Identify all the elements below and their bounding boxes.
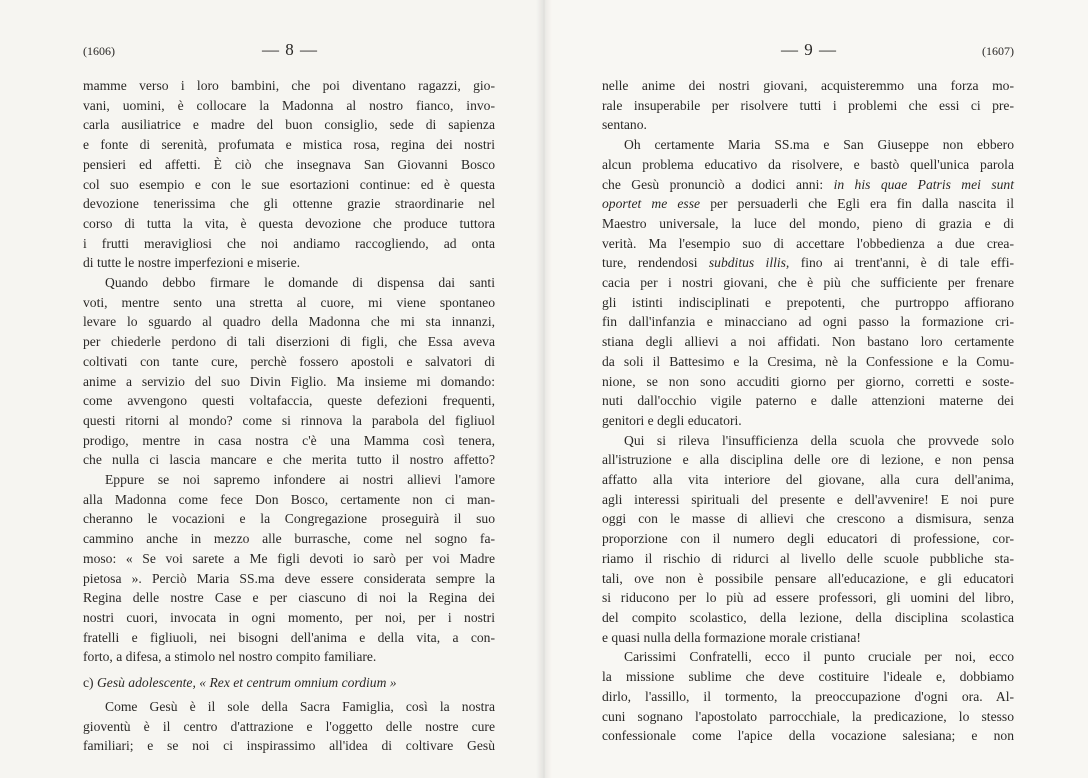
text-line: Oh certamente Maria SS.ma e San Giuseppe non ebbero (624, 137, 1014, 153)
section-heading-label: c) (83, 675, 94, 691)
text-line: stiana degli allievi a noi affidati. Non bastano loro certamente (602, 334, 1014, 350)
text-line: e fonte di serenità, profumata e mistica rosa, regina dei nostri (83, 137, 495, 153)
book-gutter (536, 0, 552, 778)
section-heading (83, 673, 495, 693)
text-line: riamo il rischio di ridurci al livello delle scuole pubbliche sta- (602, 550, 1014, 566)
text-line: devozione tenerissima che gli ottenne grazie straordinarie nel (83, 196, 495, 212)
text-line: col suo esempio e con le sue esortazioni continue: ed è questa (83, 176, 495, 192)
text-line: oggi con le masse di allievi che crescono a dismisura, senza (602, 511, 1014, 527)
text-line: Qui si rileva l'insufficienza della scuola che provvede solo (624, 432, 1014, 448)
text-line: gli istinti indisciplinati e prepotenti, che purtroppo affiorano (602, 294, 1014, 310)
right-page-body (602, 76, 1014, 746)
text-run: che Gesù pronunciò a dodici anni: (602, 176, 824, 192)
right-page-number: — 9 — (781, 40, 837, 59)
left-page-body (83, 76, 495, 756)
text-line: tali, ove non è possibile pensare all'educazione, e gli educatori (602, 570, 1014, 586)
text-line: vani, uomini, è collocare la Madonna al nostro fianco, invo- (83, 97, 495, 113)
text-run: per persuaderli che Egli era fin dalla nascita il (710, 196, 1014, 212)
text-line: pensieri ed affetti. È ciò che insegnava San Giovanni Bosco (83, 156, 495, 172)
text-line: si riducono per lo più ad essere professori, gli uomini del libro, (602, 590, 1014, 606)
text-run: fino ai trent'anni, è di tale effi- (800, 255, 1014, 271)
text-line: prodigo, mentre in casa nostra c'è una Mamma così tenera, (83, 432, 495, 448)
text-line: nuti dall'occhio vigile paterno e dalle attenzioni materne dei (602, 393, 1014, 409)
text-line: voti, mentre sento una stretta al cuore, mi viene spontaneo (83, 294, 495, 310)
text-line: fratelli e figliuoli, nei bisogni dell'anima e della vita, a con- (83, 629, 495, 645)
text-line: gioventù è il centro d'attrazione e l'oggetto delle nostre cure (83, 718, 495, 734)
left-page-header: (1606) (83, 44, 115, 58)
text-line (602, 175, 1014, 195)
text-line: Regina delle nostre Case e per ciascuno di noi la Regina dei (83, 590, 495, 606)
text-line: i frutti meravigliosi che noi andiamo raccogliendo, ad onta (83, 235, 495, 251)
section-heading-title: Gesù adolescente, (96, 675, 196, 691)
text-line: genitori e degli educatori. (602, 412, 742, 428)
text-line: cacia per i nostri giovani, che è più che sufficiente per frenare (602, 275, 1014, 291)
text-line: rale insuperabile per risolvere tutti i problemi che essi ci pre- (602, 97, 1014, 113)
right-page (544, 0, 1088, 778)
text-line: nostri cuori, invocata in ogni momento, per noi, per i nostri (83, 609, 495, 625)
text-line (602, 194, 1014, 214)
text-line: mamme verso i loro bambini, che poi diventano ragazzi, gio- (83, 78, 495, 93)
text-line: pietosa ». Perciò Maria SS.ma deve essere considerata sempre la (83, 570, 495, 586)
text-line: verità. Ma l'esempio suo di accettare l'obbedienza a due crea- (602, 235, 1014, 251)
text-line: forto, a difesa, a stimolo nel nostro compito familiare. (83, 649, 377, 665)
text-line: anime a servizio del suo Divin Figlio. Ma insieme mi domando: (83, 373, 495, 389)
text-line: all'istruzione e alla disciplina delle ore di lezione, e non pensa (602, 452, 1014, 468)
text-line: da soli il Battesimo e la Cresima, nè la Confessione e la Comu- (602, 353, 1014, 369)
text-line: dirlo, l'assillo, il tormento, la preoccupazione d'ogni ora. Al- (602, 688, 1014, 704)
text-line: Eppure se noi sapremo infondere ai nostri allievi l'amore (105, 472, 495, 488)
text-line: nione, se non sono accuditi giorno per giorno, corretti e soste- (602, 373, 1014, 389)
left-page-number: — 8 — (262, 40, 318, 59)
text-line: questi ritorni al mondo? come si rinnova la parabola del figliuol (83, 412, 495, 428)
text-line: Maestro universale, la luce del mondo, pieno di grazia e di (602, 215, 1014, 231)
text-line: cammino anche in mezzo alle burrasche, come nel sogno fa- (83, 531, 495, 547)
italic-phrase: oportet me esse (602, 196, 701, 212)
text-line: sentano. (602, 117, 647, 133)
italic-phrase: subditus illis, (708, 255, 790, 271)
text-line: la missione sublime che deve costituire l'ideale e, dobbiamo (602, 669, 1014, 685)
text-line: Quando debbo firmare le domande di dispensa dai santi (105, 275, 495, 291)
text-line: nelle anime dei nostri giovani, acquisteremmo una forza mo- (602, 78, 1014, 93)
text-line: che nulla ci lascia mancare e che merita tutto il nostro affetto? (83, 452, 495, 468)
text-line: corso di tutta la vita, è questa devozione che produce tuttora (83, 215, 495, 231)
right-page-header: (1607) (982, 44, 1014, 58)
text-line: Carissimi Confratelli, ecco il punto cruciale per noi, ecco (624, 649, 1014, 665)
text-line: agli interessi spirituali del presente e dell'avvenire! E noi pure (602, 491, 1014, 507)
text-line: di tutte le nostre imperfezioni e miserie. (83, 255, 301, 271)
text-line: alcun problema educativo da risolvere, e bastò quell'unica parola (602, 156, 1014, 172)
text-line: fin dall'infanzia e minacciano ad ogni passo la formazione cri- (602, 314, 1014, 330)
text-line: come avvengono questi voltafaccia, queste defezioni frequenti, (83, 393, 495, 409)
text-line: alla Madonna come fece Don Bosco, certamente non ci man- (83, 491, 495, 507)
text-line: affatto alla vita interiore del giovane, alla cura dell'anima, (602, 472, 1014, 488)
text-line (602, 253, 1014, 273)
text-line: Come Gesù è il sole della Sacra Famiglia, così la nostra (105, 698, 495, 714)
italic-quote: in his quae Patris mei sunt (833, 176, 1014, 192)
section-heading-quote: « Rex et centrum omnium cordium » (199, 675, 397, 691)
text-run: ture, rendendosi (602, 255, 698, 271)
text-line: del compito scolastico, della lezione, della disciplina scolastica (602, 609, 1014, 625)
text-line: per chiederle perdono di tali diserzioni di figli, che Essa aveva (83, 334, 495, 350)
text-line: cheranno le vocazioni e la Congregazione proseguirà il suo (83, 511, 495, 527)
text-line: cuni sognano l'apostolato parrocchiale, la predicazione, lo stesso (602, 708, 1014, 724)
text-line: proporzione con il numero degli educatori di professione, cor- (602, 531, 1014, 547)
text-line: carla ausiliatrice e madre del buon consiglio, sede di sapienza (83, 117, 495, 133)
text-line: familiari; e se noi ci inspirassimo all'idea di coltivare Gesù (83, 738, 495, 754)
text-line: e quasi nulla della formazione morale cristiana! (602, 629, 861, 645)
text-line: confessionale come l'apice della vocazione salesiana; e non (602, 728, 1014, 744)
text-line: coltivati con tante cure, perchè fossero apostoli e salvatori di (83, 353, 495, 369)
text-line: levare lo sguardo al quadro della Madonna che mi sta innanzi, (83, 314, 495, 330)
text-line: moso: « Se voi sarete a Me figli devoti io sarò per voi Madre (83, 550, 495, 566)
